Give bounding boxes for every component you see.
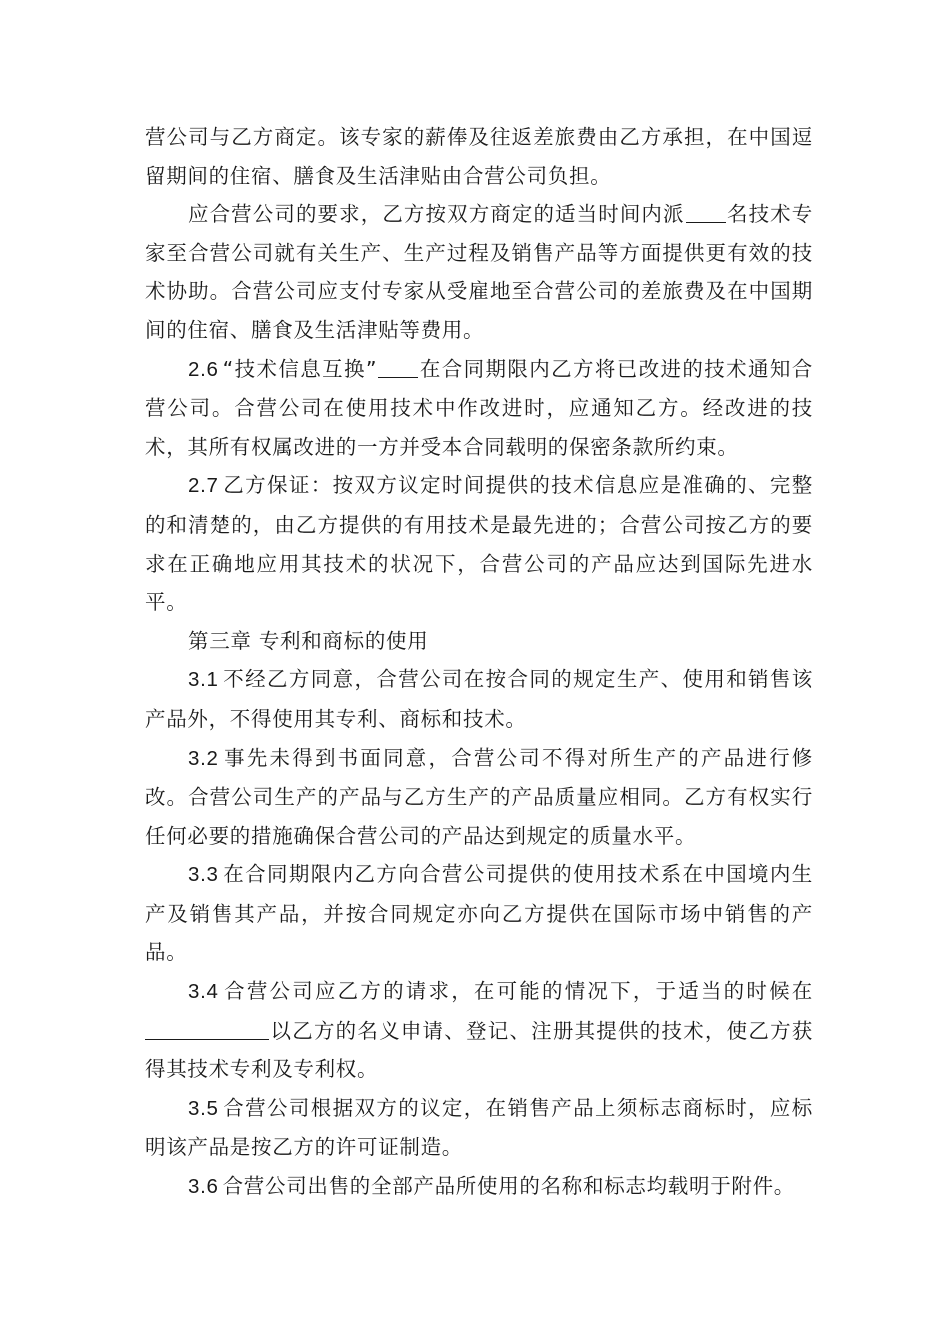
blank-underline	[378, 357, 418, 378]
chapter-heading: 第三章 专利和商标的使用	[188, 628, 429, 653]
clause-3-2-text: 事先未得到书面同意，合营公司不得对所生产的产品进行修改。合营公司生产的产品与乙方生产的产品质量应相同。乙方有权实行任何必要的措施确保合营公司的产品达到规定的质量水平。	[145, 745, 813, 848]
clause-3-4-after: 以乙方的名义申请、登记、注册其提供的技术，使乙方获得其技术专利及专利权。	[145, 1018, 813, 1082]
clause-number: 3.4	[188, 980, 219, 1004]
clause-2-6-text: 在合同期限内乙方将已改进的技术通知合营公司。合营公司在使用技术中作改进时，应通知乙方。经改进的技术，其所有权属改进的一方并受本合同载明的保密条款所约束。	[145, 356, 813, 459]
paragraph-expert-costs: 营公司与乙方商定。该专家的薪俸及往返差旅费由乙方承担，在中国逗留期间的住宿、膳食及生活津贴由合营公司负担。	[145, 125, 813, 188]
clause-3-3-text: 在合同期限内乙方向合营公司提供的使用技术系在中国境内生产及销售其产品，并按合同规定亦向乙方提供在国际市场中销售的产品。	[145, 862, 813, 965]
clause-3-3	[145, 855, 813, 972]
clause-3-1	[145, 660, 813, 738]
clause-3-4-before: 合营公司应乙方的请求，在可能的情况下，于适当的时候在	[222, 979, 813, 1004]
clause-number: 2.7	[188, 474, 219, 498]
clause-2-6	[145, 350, 813, 467]
paragraph-technical-experts	[145, 195, 813, 349]
clause-3-5	[145, 1089, 813, 1167]
document-body	[145, 118, 813, 1207]
clause-2-7	[145, 466, 813, 621]
clause-3-4	[145, 972, 813, 1089]
clause-number: 2.6	[188, 357, 219, 381]
clause-3-2	[145, 739, 813, 856]
clause-number: 3.6	[188, 1175, 219, 1199]
clause-number: 3.1	[188, 668, 219, 692]
paragraph-technical-experts-before: 应合营公司的要求，乙方按双方商定的适当时间内派	[188, 202, 685, 227]
blank-underline	[145, 1019, 269, 1040]
paragraph-technical-experts-after: 名技术专家至合营公司就有关生产、生产过程及销售产品等方面提供更有效的技术协助。合营公司应支付专家从受雇地至合营公司的差旅费及在中国期间的住宿、膳食及生活津贴等费用。	[145, 202, 813, 342]
clause-2-7-text: 乙方保证：按双方议定时间提供的技术信息应是准确的、完整的和清楚的，由乙方提供的有用技术是最先进的；合营公司按乙方的要求在正确地应用其技术的状况下，合营公司的产品应达到国际先进水平。	[145, 473, 813, 615]
clause-number: 3.2	[188, 746, 219, 770]
clause-3-6-text: 合营公司出售的全部产品所使用的名称和标志均载明于附件。	[222, 1174, 796, 1199]
blank-underline	[686, 202, 726, 223]
clause-3-5-text: 合营公司根据双方的议定，在销售产品上须标志商标时，应标明该产品是按乙方的许可证制造。	[145, 1095, 813, 1160]
clause-3-1-text: 不经乙方同意，合营公司在按合同的规定生产、使用和销售该产品外，不得使用其专利、商标和技术。	[145, 667, 813, 731]
clause-3-6	[145, 1167, 813, 1207]
clause-number: 3.5	[188, 1096, 219, 1120]
clause-number: 3.3	[188, 863, 219, 887]
clause-2-6-title: “技术信息互换”	[222, 356, 378, 381]
